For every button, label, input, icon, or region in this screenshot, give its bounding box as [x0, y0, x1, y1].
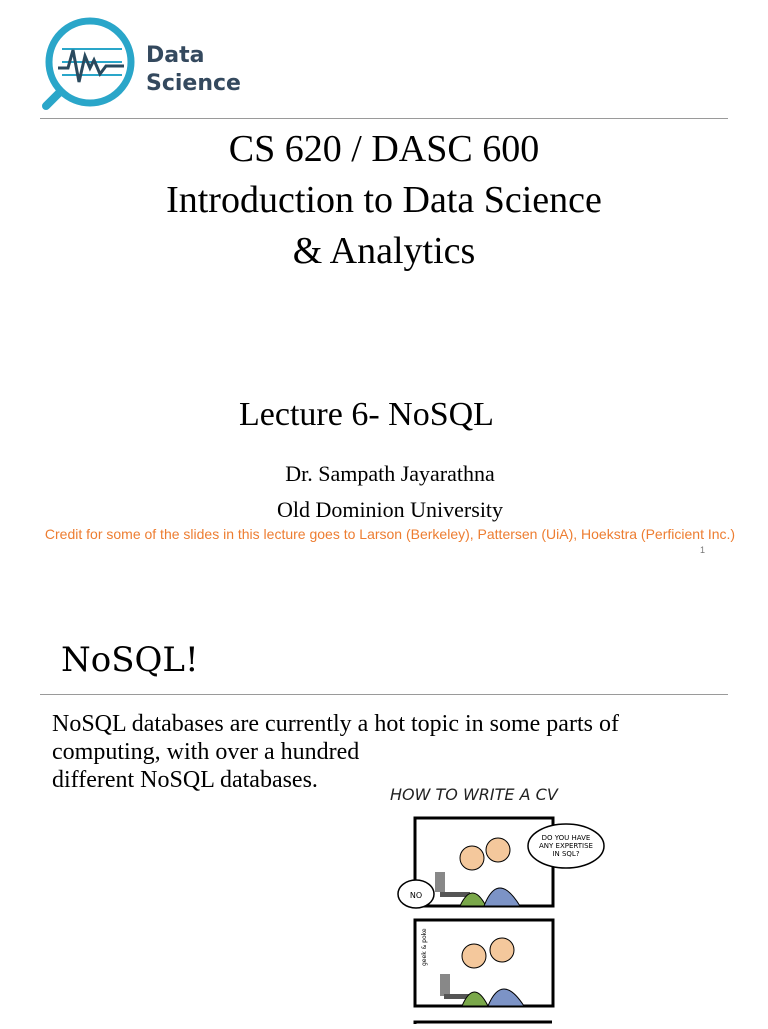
person-head-left: [460, 846, 484, 870]
laptop-screen-2: [440, 974, 450, 996]
slide-2-title: NoSQL!: [61, 640, 199, 680]
comic-heading: HOW TO WRITE A CV: [390, 785, 558, 804]
bubble-question-line-1: DO YOU HAVE: [541, 834, 591, 842]
person-head-right: [486, 838, 510, 862]
title-line-2: Introduction to Data Science: [166, 179, 602, 221]
logo-text: [146, 42, 241, 98]
data-science-logo: [40, 16, 240, 112]
course-title: [0, 124, 768, 277]
body-line-3: different NoSQL databases.: [52, 767, 318, 793]
body-line-1: NoSQL databases are currently a hot topic in some parts of: [52, 711, 619, 737]
title-line-1: CS 620 / DASC 600: [228, 128, 540, 170]
slide-credit: Credit for some of the slides in this lecture goes to Larson (Berkeley), Pattersen (UiA), Hoekstra (Perficient Inc.): [44, 526, 736, 542]
logo-line-2: Science: [146, 71, 241, 96]
comic-drawing: [380, 780, 630, 1024]
magnifier-heartbeat-icon: [40, 16, 140, 112]
body-line-2: computing, with over a hundred: [52, 739, 360, 765]
laptop-screen: [435, 872, 445, 892]
person-head-right-2: [490, 938, 514, 962]
university-name: Old Dominion University: [276, 497, 504, 522]
cv-comic: [380, 780, 630, 1024]
comic-panel-1: [415, 818, 553, 906]
bubble-question-line-3: IN SQL?: [552, 850, 580, 858]
title-line-3: & Analytics: [292, 230, 476, 272]
logo-line-1: Data: [146, 43, 205, 68]
person-head-left-2: [462, 944, 486, 968]
author-name: Dr. Sampath Jayarathna: [285, 461, 495, 486]
comic-credit: geek & poke: [421, 928, 428, 966]
page-number: 1: [700, 545, 706, 555]
slide-2-divider: [40, 694, 728, 695]
bubble-question-line-2: ANY EXPERTISE: [539, 842, 593, 850]
lecture-title: Lecture 6- NoSQL: [239, 396, 494, 433]
header-divider: [40, 118, 728, 119]
bubble-answer-text: NO: [409, 891, 423, 900]
author-block: [0, 456, 768, 528]
